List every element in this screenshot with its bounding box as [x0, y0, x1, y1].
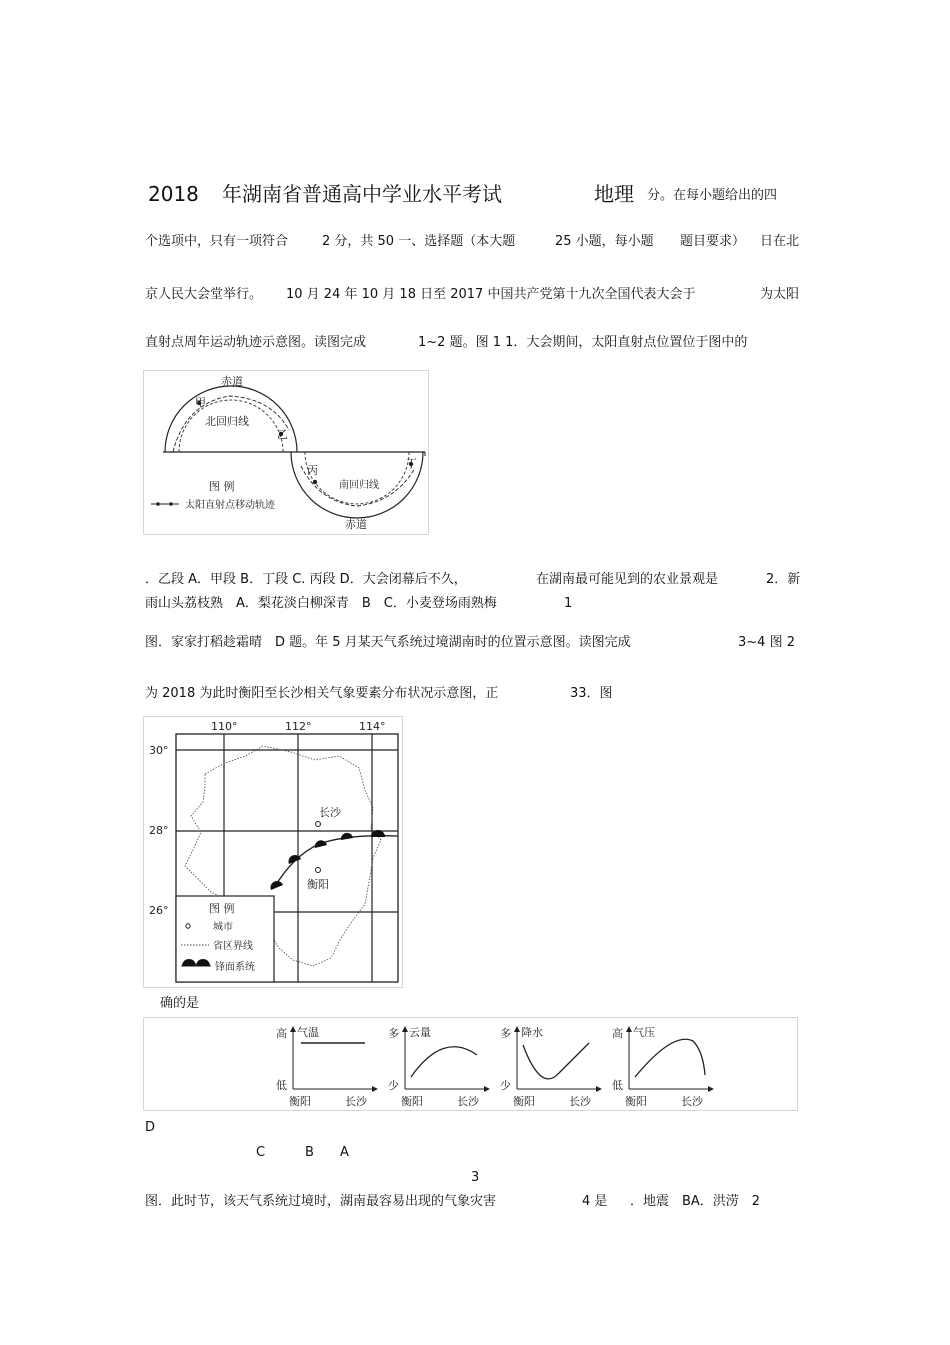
para1-l2-b: 10 月 24 年 10 月 18 日至 2017 中国共产党第十九次全国代表大会于 [286, 287, 696, 302]
para1-l3-b: 1~2 题。图 1 1．大会期间，太阳直射点位置位于图中的 [418, 335, 748, 350]
exam-title: 年湖南省普通高中学业水平考试 [222, 182, 502, 206]
svg-text:少: 少 [500, 1079, 511, 1092]
tropic-south-label: 南回归线 [339, 480, 379, 491]
para1-l1-c: 25 小题，每小题 [555, 234, 654, 249]
svg-text:低: 低 [612, 1079, 623, 1092]
para2-l4-b: 33．图 [570, 686, 613, 701]
svg-text:多: 多 [500, 1027, 511, 1040]
option-d: D [145, 1120, 156, 1135]
tropic-north-label: 北回归线 [205, 415, 249, 428]
option-b: B [305, 1145, 314, 1160]
svg-text:衡阳: 衡阳 [513, 1095, 535, 1108]
yi-label: 乙 [277, 428, 288, 441]
solar-track-figure [143, 370, 429, 535]
svg-text:多: 多 [388, 1027, 399, 1040]
ding-label: 丁 [406, 457, 417, 470]
svg-text:长沙: 长沙 [457, 1095, 479, 1108]
legend-track-label: 太阳直射点移动轨迹 [185, 500, 275, 511]
lon-114-label: 114° [359, 720, 386, 733]
option-a: A [340, 1145, 349, 1160]
para2-l2-a: 雨山头荔枝熟 A．梨花淡白柳深青 B C．小麦登场雨熟梅 [145, 596, 497, 611]
option-c: C [256, 1145, 266, 1160]
exam-subject: 地理 [594, 182, 634, 206]
para2-l1-a: ．乙段 A．甲段 B．丁段 C. 丙段 D．大会闭幕后不久， [145, 572, 467, 587]
equator-bottom-label: 赤道 [345, 518, 367, 531]
para1-l1-d: 题目要求） [680, 234, 746, 249]
chart-precipitation [500, 1025, 601, 1108]
legend-title: 图 例 [209, 480, 235, 493]
svg-text:衡阳: 衡阳 [401, 1095, 423, 1108]
svg-text:高: 高 [276, 1027, 287, 1040]
para1-l1-b: 2 分，共 50 一、选择题（本大题 [322, 234, 516, 249]
lon-112-label: 112° [285, 720, 312, 733]
svg-text:衡阳: 衡阳 [625, 1095, 647, 1108]
hunan-front-map [143, 716, 403, 988]
lat-28-label: 28° [149, 824, 169, 837]
bing-label: 丙 [307, 464, 318, 477]
para1-l3-a: 直射点周年运动轨迹示意图。读图完成 [145, 335, 367, 350]
svg-text:长沙: 长沙 [345, 1095, 367, 1108]
hengyang-label: 衡阳 [307, 878, 329, 891]
para1-l1-e: 日在北 [760, 234, 800, 249]
para2-l2-b: 1 [564, 596, 573, 611]
lat-30-label: 30° [149, 744, 169, 757]
para1-l2-a: 京人民大会堂举行。 [145, 287, 263, 302]
svg-text:长沙: 长沙 [681, 1095, 703, 1108]
exam-year: 2018 [148, 182, 199, 206]
para2-l1-b: 在湖南最可能见到的农业景观是 [536, 572, 719, 587]
svg-text:衡阳: 衡阳 [289, 1095, 311, 1108]
chart-pressure [612, 1025, 713, 1108]
legend-front-label: 锋面系统 [215, 962, 255, 973]
para4-b: 4 是 [582, 1194, 608, 1209]
para2-l1-c: 2．新 [766, 572, 801, 587]
para3-text: 确的是 [160, 996, 200, 1011]
para1-l1-a: 个选项中，只有一项符合 [145, 234, 289, 249]
svg-text:气压: 气压 [633, 1026, 655, 1039]
title-tail: 分。在每小题给出的四 [647, 188, 778, 203]
para4-a: 图．此时节，该天气系统过境时，湖南最容易出现的气象灾害 [145, 1194, 497, 1209]
lat-26-label: 26° [149, 904, 169, 917]
svg-text:少: 少 [388, 1079, 399, 1092]
svg-text:降水: 降水 [521, 1026, 543, 1039]
jia-label: 甲 [195, 396, 206, 409]
para2-l3-b: 3~4 图 2 [738, 635, 795, 650]
para2-l4-a: 为 2018 为此时衡阳至长沙相关气象要素分布状况示意图，正 [145, 686, 499, 701]
equator-top-label: 赤道 [221, 375, 243, 388]
svg-text:气温: 气温 [297, 1026, 319, 1039]
para2-l3-a: 图．家家打稻趁霜晴 D 题。年 5 月某天气系统过境湖南时的位置示意图。读图完成 [145, 635, 631, 650]
map-legend-title: 图 例 [209, 902, 235, 915]
chart-cloud [388, 1026, 489, 1108]
svg-text:云量: 云量 [409, 1026, 431, 1039]
weather-elements-charts [143, 1017, 798, 1111]
svg-text:长沙: 长沙 [569, 1095, 591, 1108]
legend-border-label: 省区界线 [213, 941, 253, 952]
changsha-label: 长沙 [319, 806, 341, 819]
legend-city-label: 城市 [213, 922, 233, 933]
figure-number-3: 3 [471, 1170, 480, 1185]
svg-text:低: 低 [276, 1079, 287, 1092]
chart-temperature [276, 1025, 377, 1108]
lon-110-label: 110° [211, 720, 238, 733]
para4-c: ．地震 BA．洪涝 2 [630, 1194, 761, 1209]
svg-text:高: 高 [612, 1027, 623, 1040]
para1-l2-c: 为太阳 [760, 287, 800, 302]
